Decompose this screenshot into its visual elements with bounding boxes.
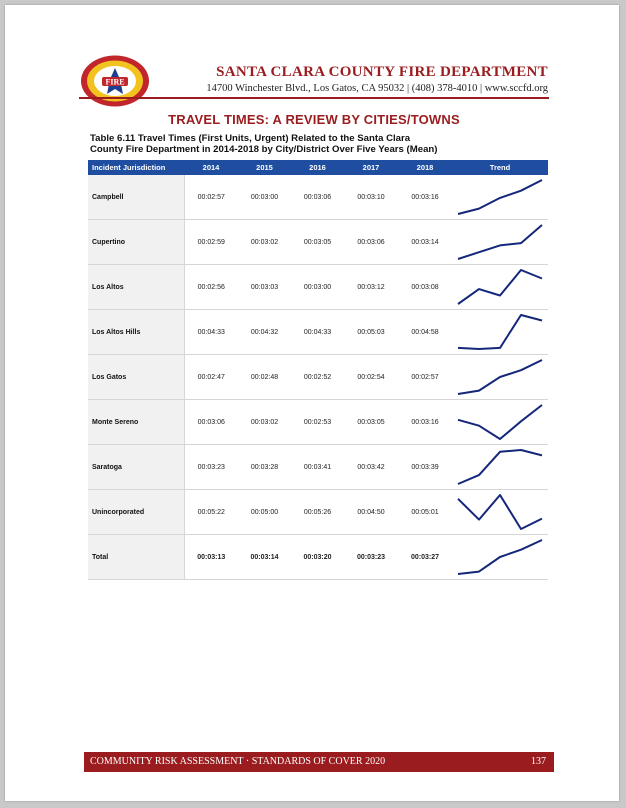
col-header-2015: 2015 xyxy=(238,160,291,175)
time-cell-2018: 00:03:14 xyxy=(398,220,452,265)
time-cell-2017: 00:03:06 xyxy=(344,220,398,265)
time-cell-2017: 00:04:50 xyxy=(344,490,398,535)
time-cell-2016: 00:03:05 xyxy=(291,220,344,265)
logo-badge-text: FIRE xyxy=(105,77,125,87)
trend-cell xyxy=(452,220,548,265)
jurisdiction-cell: Los Altos Hills xyxy=(88,310,184,355)
time-cell-2015: 00:05:00 xyxy=(238,490,291,535)
department-address: 14700 Winchester Blvd., Los Gatos, CA 95032 | (408) 378-4010 | www.sccfd.org xyxy=(206,83,548,94)
time-cell-2014: 00:04:33 xyxy=(184,310,238,355)
trend-sparkline xyxy=(452,175,548,219)
fire-department-logo xyxy=(79,54,151,108)
trend-line xyxy=(458,270,542,304)
time-cell-2018: 00:05:01 xyxy=(398,490,452,535)
trend-sparkline xyxy=(452,535,548,579)
time-cell-2016: 00:03:20 xyxy=(291,535,344,580)
table-row xyxy=(88,400,548,445)
time-cell-2014: 00:03:13 xyxy=(184,535,238,580)
time-cell-2015: 00:04:32 xyxy=(238,310,291,355)
time-cell-2014: 00:03:23 xyxy=(184,445,238,490)
time-cell-2015: 00:03:03 xyxy=(238,265,291,310)
table-row xyxy=(88,265,548,310)
time-cell-2015: 00:03:00 xyxy=(238,175,291,220)
trend-cell xyxy=(452,175,548,220)
time-cell-2017: 00:03:05 xyxy=(344,400,398,445)
time-cell-2016: 00:03:00 xyxy=(291,265,344,310)
time-cell-2017: 00:05:03 xyxy=(344,310,398,355)
time-cell-2015: 00:03:14 xyxy=(238,535,291,580)
table-body xyxy=(88,175,548,580)
trend-line xyxy=(458,180,542,214)
trend-sparkline xyxy=(452,220,548,264)
time-cell-2014: 00:05:22 xyxy=(184,490,238,535)
trend-line xyxy=(458,540,542,574)
department-name: SANTA CLARA COUNTY FIRE DEPARTMENT xyxy=(216,64,548,80)
trend-line xyxy=(458,405,542,439)
jurisdiction-cell: Campbell xyxy=(88,175,184,220)
time-cell-2018: 00:04:58 xyxy=(398,310,452,355)
trend-line xyxy=(458,495,542,529)
trend-cell xyxy=(452,400,548,445)
trend-sparkline xyxy=(452,400,548,444)
trend-line xyxy=(458,450,542,484)
jurisdiction-cell: Monte Sereno xyxy=(88,400,184,445)
time-cell-2016: 00:04:33 xyxy=(291,310,344,355)
jurisdiction-cell: Unincorporated xyxy=(88,490,184,535)
page-title: TRAVEL TIMES: A REVIEW BY CITIES/TOWNS xyxy=(168,112,460,127)
jurisdiction-cell: Los Altos xyxy=(88,265,184,310)
trend-sparkline xyxy=(452,445,548,489)
col-header-2014: 2014 xyxy=(184,160,238,175)
time-cell-2018: 00:03:39 xyxy=(398,445,452,490)
trend-cell xyxy=(452,355,548,400)
caption-line-2: County Fire Department in 2014-2018 by City/District Over Five Years (Mean) xyxy=(90,144,438,155)
time-cell-2018: 00:03:16 xyxy=(398,175,452,220)
time-cell-2017: 00:03:42 xyxy=(344,445,398,490)
time-cell-2016: 00:02:52 xyxy=(291,355,344,400)
time-cell-2014: 00:02:47 xyxy=(184,355,238,400)
table-row xyxy=(88,220,548,265)
jurisdiction-cell: Total xyxy=(88,535,184,580)
col-header-2016: 2016 xyxy=(291,160,344,175)
col-header-2018: 2018 xyxy=(398,160,452,175)
table-row xyxy=(88,310,548,355)
trend-line xyxy=(458,315,542,349)
table-row xyxy=(88,490,548,535)
caption-line-1: Table 6.11 Travel Times (First Units, Urgent) Related to the Santa Clara xyxy=(90,133,411,144)
trend-cell xyxy=(452,445,548,490)
time-cell-2018: 00:03:16 xyxy=(398,400,452,445)
trend-line xyxy=(458,225,542,259)
header-rule xyxy=(79,97,549,99)
time-cell-2015: 00:03:28 xyxy=(238,445,291,490)
table-header-row xyxy=(88,160,548,175)
travel-times-table xyxy=(88,160,548,580)
time-cell-2016: 00:02:53 xyxy=(291,400,344,445)
time-cell-2016: 00:03:06 xyxy=(291,175,344,220)
jurisdiction-cell: Saratoga xyxy=(88,445,184,490)
time-cell-2018: 00:03:27 xyxy=(398,535,452,580)
time-cell-2014: 00:03:06 xyxy=(184,400,238,445)
table-row xyxy=(88,175,548,220)
trend-sparkline xyxy=(452,490,548,534)
time-cell-2014: 00:02:56 xyxy=(184,265,238,310)
trend-sparkline xyxy=(452,355,548,399)
jurisdiction-cell: Cupertino xyxy=(88,220,184,265)
time-cell-2018: 00:02:57 xyxy=(398,355,452,400)
table-row xyxy=(88,535,548,580)
time-cell-2015: 00:02:48 xyxy=(238,355,291,400)
footer-text: COMMUNITY RISK ASSESSMENT · STANDARDS OF COVER 2020 xyxy=(90,756,386,767)
trend-cell xyxy=(452,265,548,310)
document-page xyxy=(5,5,619,801)
time-cell-2018: 00:03:08 xyxy=(398,265,452,310)
time-cell-2015: 00:03:02 xyxy=(238,400,291,445)
col-header-2017: 2017 xyxy=(344,160,398,175)
col-header-trend: Trend xyxy=(452,160,548,175)
page-footer xyxy=(84,752,554,772)
time-cell-2017: 00:03:10 xyxy=(344,175,398,220)
time-cell-2017: 00:02:54 xyxy=(344,355,398,400)
trend-cell xyxy=(452,535,548,580)
trend-cell xyxy=(452,490,548,535)
time-cell-2017: 00:03:23 xyxy=(344,535,398,580)
time-cell-2014: 00:02:59 xyxy=(184,220,238,265)
col-header-jurisdiction: Incident Jurisdiction xyxy=(88,160,184,175)
time-cell-2015: 00:03:02 xyxy=(238,220,291,265)
table-caption xyxy=(90,133,510,155)
trend-line xyxy=(458,360,542,394)
table-row xyxy=(88,445,548,490)
time-cell-2016: 00:03:41 xyxy=(291,445,344,490)
trend-sparkline xyxy=(452,310,548,354)
table-row xyxy=(88,355,548,400)
trend-sparkline xyxy=(452,265,548,309)
time-cell-2016: 00:05:26 xyxy=(291,490,344,535)
time-cell-2014: 00:02:57 xyxy=(184,175,238,220)
page-number: 137 xyxy=(531,756,546,767)
trend-cell xyxy=(452,310,548,355)
jurisdiction-cell: Los Gatos xyxy=(88,355,184,400)
time-cell-2017: 00:03:12 xyxy=(344,265,398,310)
